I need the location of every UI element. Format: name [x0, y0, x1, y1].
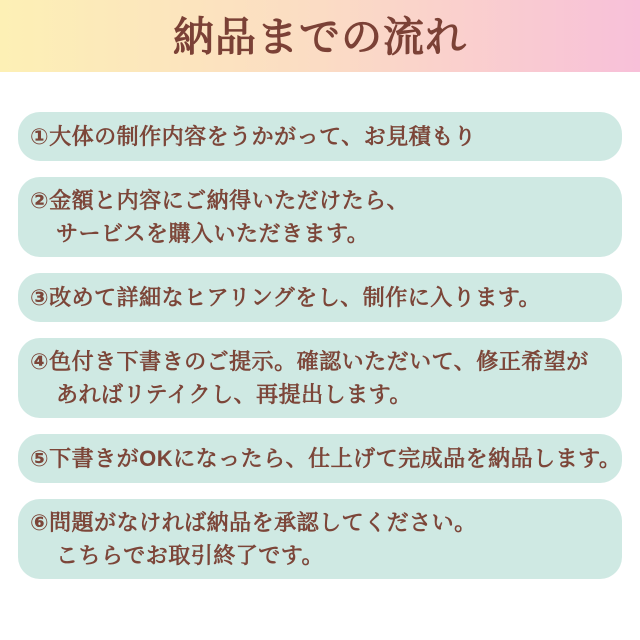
step-box-6	[18, 499, 622, 579]
step-box-1	[18, 112, 622, 161]
step-box-5	[18, 434, 622, 483]
step-box-3	[18, 273, 622, 322]
page-title: 納品までの流れ	[173, 13, 467, 60]
step-6-line-2: こちらでお取引終了です。	[56, 543, 325, 568]
step-3-line-1: ③改めて詳細なヒアリングをし、制作に入ります。	[30, 284, 542, 310]
step-4-line-2: あればリテイクし、再提出します。	[56, 382, 412, 407]
step-1-line-1: ①大体の制作内容をうかがって、お見積もり	[30, 123, 477, 149]
step-box-4	[18, 338, 622, 418]
step-6-line-1: ⑥問題がなければ納品を承認してください。	[30, 510, 477, 535]
step-box-2	[18, 177, 622, 257]
steps-list	[0, 112, 640, 579]
step-2-line-2: サービスを購入いただきます。	[56, 221, 370, 246]
header-banner	[0, 0, 640, 72]
step-5-line-1: ⑤下書きがOKになったら、仕上げて完成品を納品します。	[30, 445, 622, 471]
step-4-line-1: ④色付き下書きのご提示。確認いただいて、修正希望が	[30, 349, 589, 374]
step-2-line-1: ②金額と内容にご納得いただけたら、	[30, 188, 410, 213]
